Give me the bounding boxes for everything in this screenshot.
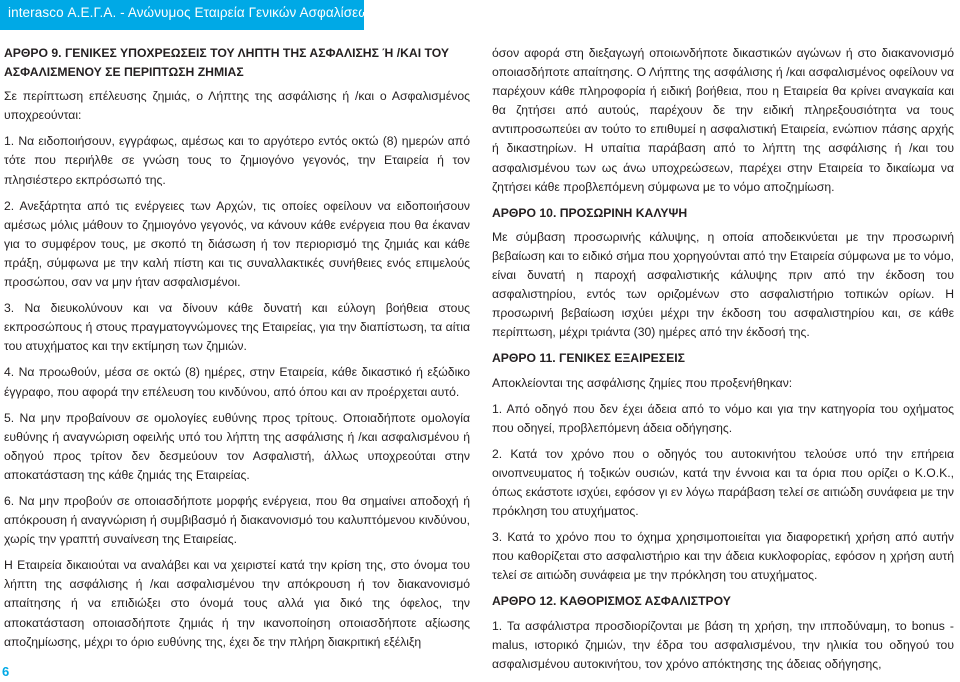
paragraph: Αποκλείονται της ασφάλισης ζημίες που προξενήθηκαν: [492, 375, 793, 390]
header-title: interasco Α.Ε.Γ.Α. - Ανώνυμος Εταιρεία Γενικών Ασφαλίσεων [8, 5, 376, 20]
section-heading: ΑΡΘΡΟ 11. ΓΕΝΙΚΕΣ ΕΞΑΙΡΕΣΕΙΣ [492, 351, 685, 366]
paragraph: 3. Να διευκολύνουν και να δίνουν κάθε δυνατή και εύλογη βοήθεια στους εκπροσώπους ή στους πραγματογνώμονες της Εταιρείας, για την διαπίστωση, τα αίτια του ατυχήματος και την εκτίμηση των ζημιών. [4, 301, 470, 354]
section-heading: ΑΡΘΡΟ 10. ΠΡΟΣΩΡΙΝΗ ΚΑΛΥΨΗ [492, 205, 688, 220]
section-heading: ΑΡΘΡΟ 9. ΓΕΝΙΚΕΣ ΥΠΟΧΡΕΩΣΕΙΣ ΤΟΥ ΛΗΠΤΗ ΤΗΣ ΑΣΦΑΛΙΣΗΣ Ή /ΚΑΙ ΤΟΥ ΑΣΦΑΛΙΣΜΕΝΟΥ ΣΕ ΠΕΡΙΠΤΩΣΗ ΖΗΜΙΑΣ [4, 46, 449, 80]
paragraph: 4. Να προωθούν, μέσα σε οκτώ (8) ημέρες, στην Εταιρεία, κάθε δικαστικό ή εξώδικο έγγραφο, που αφορά την επέλευση του κινδύνου, από όπου και αν προέρχεται αυτό. [4, 365, 470, 399]
paragraph: 5. Να μην προβαίνουν σε ομολογίες ευθύνης προς τρίτους. Οποιαδήποτε ομολογία ευθύνης ή αναγνώριση οφειλής υπό του λήπτη της ασφάλισης ή /και ασφαλισμένου ή οδηγού προς τρίτον δεν δεσμεύουν τον Ασφαλιστή, άλλως υποχρεούται στην αποκατάσταση της κάθε ζημιάς της Εταιρείας. [4, 410, 470, 482]
paragraph: 6. Να μην προβούν σε οποιασδήποτε μορφής ενέργεια, που θα σημαίνει αποδοχή ή απόκρουση ή αναγνώριση ή συμβιβασμό ή διακανονισμό του καλυπτόμενου κινδύνου, χωρίς την γραπτή συναίνεση της Εταιρείας. [4, 493, 470, 547]
left-column [4, 44, 470, 659]
paragraph: όσον αφορά στη διεξαγωγή οποιωνδήποτε δικαστικών αγώνων ή στο διακανονισμό οποιασδήποτε απαίτησης. Ο Λήπτης της ασφάλισης ή /και ασφαλισμένος οφείλουν να παρέχουν κάθε πληροφορία ή ειδική βοήθεια, που η Εταιρεία θα κρίνει αναγκαία και θα ζητήσει από αυτούς, παρέχουν δε την ειδική πληρεξουσιότητα να τους αντιπροσωπεύει αν τούτο το επιθυμεί η ασφαλιστική Εταιρεία, ενώπιον πάσης αρχής ή δικαστηρίων. Η υπαίτια παράβαση από το λήπτη της ασφάλισης ή /και του ασφαλισμένου των ως άνω υποχρεώσεων, παρέχει στην Εταιρεία το δικαίωμα να ζητήσει κάθε προβλεπόμενη σύμφωνα με το νόμο αποζημίωση. [492, 46, 954, 194]
paragraph: 1. Να ειδοποιήσουν, εγγράφως, αμέσως και το αργότερο εντός οκτώ (8) ημερών από τότε που περιήλθε σε γνώση τους το ζημιογόνο γεγονός, την Εταιρεία ή τον πλησιέστερο εκπρόσωπό της. [4, 134, 470, 187]
section-heading: ΑΡΘΡΟ 12. ΚΑΘΟΡΙΣΜΟΣ ΑΣΦΑΛΙΣΤΡΟΥ [492, 594, 731, 609]
paragraph: 2. Κατά τον χρόνο που ο οδηγός του αυτοκινήτου τελούσε υπό την επήρεια οινοπνευματος ή τοξικών ουσιών, κατά την έννοια και τα όρια που ορίζει ο Κ.Ο.Κ., όπως εκάστοτε ισχύει, εφόσον γι εν λόγω παράβαση τελεί σε αιτιώδη συνάφεια με την πρόκληση του ατυχήματος. [492, 446, 954, 519]
right-column [492, 44, 954, 681]
page-number: 6 [2, 664, 10, 679]
paragraph: 3. Κατά το χρόνο που το όχημα χρησιμοποιείται για διαφορετική χρήση από αυτήν που καθορίζεται στο ασφαλιστήριο και την άδεια κυκλοφορίας, εφόσον η χρήση αυτή τελεί σε αιτιώδη συνάφεια με την πρόκληση του ατυχήματος. [492, 530, 954, 583]
paragraph: Με σύμβαση προσωρινής κάλυψης, η οποία αποδεικνύεται με την προσωρινή βεβαίωση και το ειδικό σήμα που χορηγούνται από την Εταιρεία σύμφωνα με το νόμο, είναι δυνατή η παροχή ασφαλιστικής κάλυψης πριν από την έκδοση του ασφαλιστηρίου, εντός των οριζομένων στο ασφαλιστήριο τοπικών ορίων. Η προσωρινή βεβαίωση ισχύει μέχρι την έκδοση του ασφαλιστηρίου και, σε κάθε περίπτωση, μέχρι τριάντα (30) ημέρες από την έκδοσή της. [492, 229, 954, 340]
paragraph: 2. Ανεξάρτητα από τις ενέργειες των Αρχών, τις οποίες οφείλουν να ειδοποιήσουν αμέσως μόλις μάθουν το ζημιογόνο γεγονός, να κάνουν κάθε ενέργεια που θα έκαναν για το συμφέρον τους, με σκοπό τη διάσωση ή τον περιορισμό της ζημιάς και κάθε πράξη, σύμφωνα με την καλή πίστη και τις συναλλακτικές συνήθειες ενός επιμελούς προσώπου, σαν να μην ήταν ασφαλισμένοι. [4, 198, 470, 290]
paragraph: Η Εταιρεία δικαιούται να αναλάβει και να χειριστεί κατά την κρίση της, στο όνομα του λήπτη της ασφάλισης ή /και ασφαλισμένου την απόκρουση ή τον διακανονισμό απαίτησης ή να επιδιώξει στο όνομά τους αλλά για δικό της όφελος, την αποκατάσταση οποιασδήποτε ζημιάς ή την ικανοποίηση οποιασδήποτε αξίωσης αποζημίωσης, μέχρι το όριο ευθύνης της, έχει δε την πλήρη διακριτική εξέλιξη [4, 558, 470, 649]
paragraph: Σε περίπτωση επέλευσης ζημιάς, ο Λήπτης της ασφάλισης ή /και ο Ασφαλισμένος υποχρεούνται: [4, 89, 470, 123]
paragraph: 1. Τα ασφάλιστρα προσδιορίζονται με βάση τη χρήση, την ιπποδύναμη, το bonus - malus, ιστορικό ζημιών, την έδρα του ασφαλισμένου, την ηλικία του οδηγού του ασφαλισμένου αυτοκινήτου, τον χρόνο απόκτησης της άδειας οδήγησης, [492, 618, 954, 671]
header-bar [0, 0, 376, 30]
paragraph: 1. Από οδηγό που δεν έχει άδεια από το νόμο και για την κατηγορία του οχήματος που οδηγεί, προβλεπόμενη άδεια οδήγησης. [492, 401, 954, 435]
